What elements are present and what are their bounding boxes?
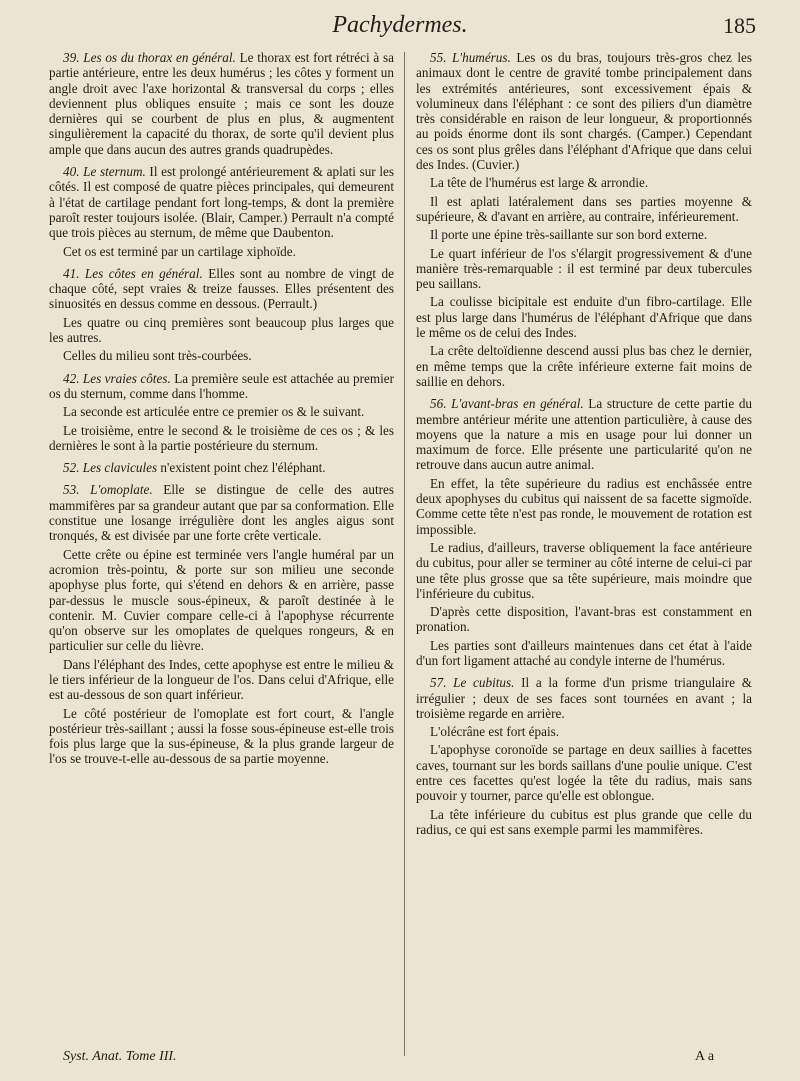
paragraph (49, 657, 394, 703)
paragraph (49, 482, 394, 543)
section-heading: 57. Le cubitus. (430, 675, 515, 691)
paragraph (416, 50, 752, 172)
paragraph-text: L'olécrâne est fort épais. (430, 724, 560, 740)
paragraph-text: Cet os est terminé par un cartilage xiphoïde. (63, 243, 296, 259)
paragraph-text: Il est prolongé antérieurement & aplati sur les côtés. Il est composé de quatre pièces principales, qui demeurent à l'état de cartilage pendant fort long-temps, & dont la première paroît rester toujours isolée. (Blair, Camper.) Perrault n'a compté que trois pièces au sternum, de même que Daubenton. (49, 164, 394, 241)
paragraph-text: L'apophyse coronoïde se partage en deux saillies à facettes caves, tournant sur les bords saillans d'une poulie unique. C'est entre ces facettes qu'est logée la tête du radius, mais sans pouvoir y tourner, parce qu'elle est oblongue. (416, 742, 752, 804)
paragraph-text: Il porte une épine très-saillante sur son bord externe. (430, 227, 708, 243)
paragraph-text: Il a la forme d'un prisme triangulaire & irrégulier ; deux de ses faces sont tournées en avant ; la troisième regarde en arrière. (416, 675, 752, 721)
paragraph (416, 675, 752, 721)
paragraph-text: La coulisse bicipitale est enduite d'un fibro-cartilage. Elle est plus large dans l'humérus de l'éléphant d'Afrique que dans le même os de celui des Indes. (416, 294, 752, 341)
paragraph-text: Cette crête ou épine est terminée vers l'angle huméral par un acromion très-pointu, & porte sur son milieu une seconde apophyse plus forte, qui s'étend en dehors & en arrière, passe par-dessus le muscle sous-épineux, & paroît destinée à le contenir. M. Cuvier compare celle-ci à l'apophyse récurrente qu'on observe sur les omoplates de quelques rongeurs, & en particulier sur celle du lièvre. (49, 546, 394, 654)
paragraph-text: La première seule est attachée au premier os du sternum, comme dans l'homme. (49, 370, 394, 401)
section-heading: 55. L'humérus. (430, 50, 511, 65)
paragraph (416, 604, 752, 635)
paragraph-text: Les parties sont d'ailleurs maintenues dans cet état à l'aide d'un fort ligament attaché au condyle interne de l'humérus. (416, 637, 752, 668)
paragraph (416, 175, 752, 190)
paragraph (416, 476, 752, 537)
paragraph-text: Le quart inférieur de l'os s'élargit progressivement & d'une manière très-remarquable : il est terminé par deux tubercules peu saillans. (416, 245, 752, 292)
paragraph (416, 807, 752, 838)
paragraph-text: La tête de l'humérus est large & arrondie. (430, 175, 649, 191)
paragraph (49, 706, 394, 767)
running-title: Pachydermes. (332, 12, 468, 38)
paragraph-text: Le troisième, entre le second & le troisième de ces os ; & les dernières le sont à la partie postérieure du sternum. (49, 422, 394, 453)
paragraph (49, 315, 394, 346)
section-heading: 40. Le sternum. (63, 164, 146, 180)
section-heading: 52. Les clavicules (63, 460, 158, 476)
section-heading: 56. L'avant-bras en général. (430, 396, 584, 412)
paragraph (49, 371, 394, 402)
paragraph (416, 638, 752, 669)
paragraph-text: Le côté postérieur de l'omoplate est fort court, & l'angle postérieur très-saillant ; aussi la fosse sous-épineuse est-elle trois fois plus large que la sus-épineuse, & la plus grande largeur de l'os se trouve-t-elle au-dessous de sa partie moyenne. (49, 705, 394, 767)
paragraph-text: La tête inférieure du cubitus est plus grande que celle du radius, ce qui est sans exemple parmi les mammifères. (416, 806, 752, 837)
paragraph-text: Les quatre ou cinq premières sont beaucoup plus larges que les autres. (49, 314, 394, 346)
paragraph (49, 423, 394, 454)
paragraph-text: La seconde est articulée entre ce premier os & le suivant. (63, 404, 365, 420)
paragraph (416, 396, 752, 472)
printer-signature-mark: A a (695, 1049, 715, 1064)
paragraph-text: Celles du milieu sont très-courbées. (63, 348, 252, 364)
paragraph (416, 194, 752, 225)
paragraph (416, 540, 752, 601)
section-heading: 39. Les os du thorax en général. (63, 50, 236, 65)
paragraph (416, 294, 752, 340)
column-divider (404, 52, 405, 1056)
paragraph-text: La structure de cette partie du membre antérieur mérite une attention particulière, à cause des moyens que la nature a mis en usage pour lui donner un maximum de force. Elle présente une particularité qu'on ne retrouve dans aucun autre animal. (416, 396, 753, 473)
paragraph-text: D'après cette disposition, l'avant-bras est constamment en pronation. (416, 604, 752, 635)
paragraph (49, 50, 394, 157)
page-number: 185 (723, 13, 756, 38)
paragraph (49, 348, 394, 363)
paragraph-text: Il est aplati latéralement dans ses parties moyenne & supérieure, & d'avant en arrière, au contraire, inférieurement. (416, 193, 752, 224)
paragraph (416, 742, 752, 803)
section-heading: 41. Les côtes en général. (63, 265, 203, 281)
footer-book-reference: Syst. Anat. Tome III. (63, 1049, 177, 1064)
left-text-column (49, 50, 394, 770)
paragraph (49, 266, 394, 312)
paragraph-text: Les os du bras, toujours très-gros chez les animaux dont le centre de gravité tombe principalement dans les extrémités antérieures, sont excessivement épais & volumineux dans l'éléphant : ce sont des piliers d'un diamètre très considérable en raison de leur longueur, & proportionnés au poids énorme dont ils sont chargés. (Camper.) Cependant ces os sont plus grêles dans l'éléphant d'Afrique que dans celui des Indes. (Cuvier.) (416, 50, 753, 173)
paragraph-text: En effet, la tête supérieure du radius est enchâssée entre deux apophyses du cubitus qui naissent de sa facette sigmoïde. Comme cette tête n'est pas ronde, le mouvement de rotation est impossible. (416, 475, 752, 537)
paragraph (49, 547, 394, 654)
paragraph (416, 724, 752, 739)
paragraph-text: Le radius, d'ailleurs, traverse obliquement la face antérieure du cubitus, pour aller se terminer au côté interne de celui-ci par une tête plus grosse que sa tête supérieure, mais moindre que l'inférieure du cubitus. (416, 539, 752, 601)
paragraph-text: La crête deltoïdienne descend aussi plus bas chez le dernier, en même temps que la crête inférieure externe fait moins de saillie en dehors. (416, 343, 752, 389)
paragraph-text: Le thorax est fort rétréci à sa partie antérieure, entre les deux humérus ; les côtes y forment un angle droit avec l'axe horizontal & transversal du corps ; elles deviennent plus obliques ensuite ; mais ce sont les douze dernières qui se courbent de plus en plus, & augmentent singulièrement la capacité du thorax, de sorte qu'il devient plus ample que dans aucun des autres grands quadrupèdes. (49, 50, 394, 157)
paragraph-text: Elles sont au nombre de vingt de chaque côté, sept vraies & treize fausses. Elles présentent des sinuosités en dessus comme en dessous. (Perrault.) (49, 265, 394, 312)
right-text-column (416, 50, 752, 840)
running-head (0, 10, 800, 50)
section-heading: 42. Les vraies côtes. (63, 370, 171, 386)
paragraph (416, 227, 752, 242)
section-heading: 53. L'omoplate. (63, 482, 153, 498)
paragraph (416, 343, 752, 389)
paragraph (49, 460, 394, 475)
paragraph-text: Dans l'éléphant des Indes, cette apophyse est entre le milieu & le tiers inférieur de la longueur de l'os. Dans celui d'Afrique, elle est au-dessous de son quart inférieur. (49, 656, 394, 703)
paragraph-text: Elle se distingue de celle des autres mammifères par sa grandeur autant que par sa conformation. Elle constitue une losange irrégulière dont les angles aigus sont tronqués, & est divisée par une forte crête verticale. (49, 482, 394, 544)
paragraph (416, 246, 752, 292)
paragraph (49, 164, 394, 240)
paragraph (49, 244, 394, 259)
paragraph-text: n'existent point chez l'éléphant. (157, 460, 326, 476)
paragraph (49, 404, 394, 419)
